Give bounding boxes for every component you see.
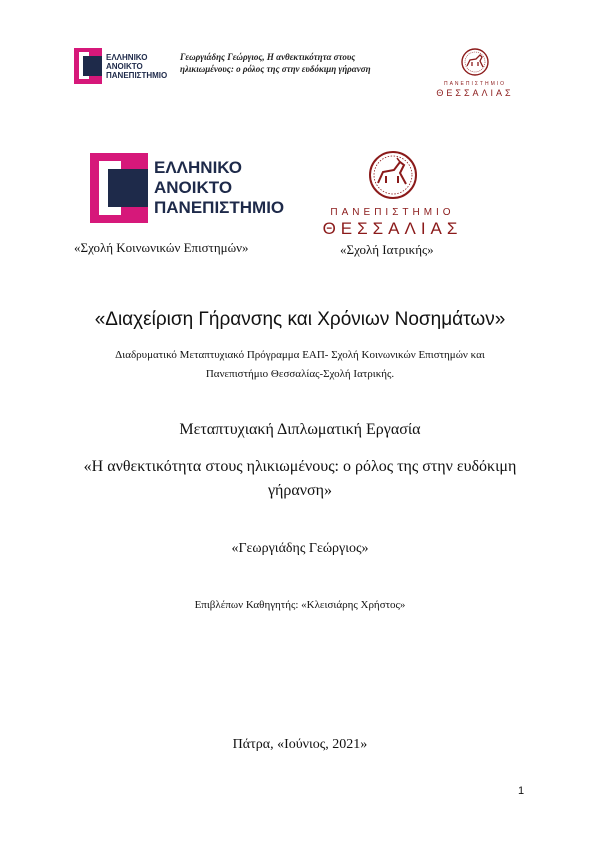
centaur-seal-large-icon xyxy=(362,150,424,200)
header-eap-line-1: ΕΛΛΗΝΙΚΟ xyxy=(106,52,148,62)
program-title: «Διαχείριση Γήρανσης και Χρόνιων Νοσημάτων» xyxy=(94,309,506,330)
eap-line-2: ΑΝΟΙΚΤΟ xyxy=(154,178,233,197)
eap-emblem-icon xyxy=(74,48,102,84)
supervisor: Επιβλέπων Καθηγητής: «Κλεισιάρης Χρήστος» xyxy=(194,599,406,611)
thesis-title-line-1: «Η ανθεκτικότητα στους ηλικιωμένους: ο ρόλος της στην ευδόκιμη xyxy=(83,458,517,475)
thesis-title-line-2: γήρανση» xyxy=(267,482,333,499)
author: «Γεωργιάδης Γεώργιος» xyxy=(231,541,369,556)
eap-line-1: ΕΛΛΗΝΙΚΟ xyxy=(154,158,243,177)
header-eap-logo xyxy=(74,48,167,84)
thesis-type: Μεταπτυχιακή Διπλωματική Εργασία xyxy=(179,421,421,438)
running-title-line-2: ηλικιωμένους: ο ρόλος της στην ευδόκιμη γήρανση xyxy=(180,64,371,74)
uth-line-2: ΘΕΣΣΑΛΙΑΣ xyxy=(322,219,463,238)
page-number: 1 xyxy=(518,785,525,797)
centaur-seal-icon xyxy=(458,48,492,76)
program-line-1: Διαδρυματικό Μεταπτυχιακό Πρόγραμμα ΕΑΠ- Σχολή Κοινωνικών Επιστημών και xyxy=(115,349,485,361)
program-line-2: Πανεπιστήμιο Θεσσαλίας-Σχολή Ιατρικής. xyxy=(205,368,395,380)
school-left: «Σχολή Κοινωνικών Επιστημών» xyxy=(74,240,249,255)
uth-logo xyxy=(310,150,475,239)
uth-line-1: ΠΑΝΕΠΙΣΤΗΜΙΟ xyxy=(330,207,455,218)
eap-line-3: ΠΑΝΕΠΙΣΤΗΜΙΟ xyxy=(154,198,285,217)
header-uth-logo xyxy=(420,48,530,98)
school-right: «Σχολή Ιατρικής» xyxy=(340,242,434,257)
header-eap-line-2: ΑΝΟΙΚΤΟ xyxy=(106,61,143,71)
header-eap-line-3: ΠΑΝΕΠΙΣΤΗΜΙΟ xyxy=(106,70,168,80)
running-title xyxy=(180,51,371,75)
running-title-line-1: Γεωργιάδης Γεώργιος, Η ανθεκτικότητα στους xyxy=(180,52,356,62)
header-uth-line-1: ΠΑΝΕΠΙΣΤΗΜΙΟ xyxy=(443,81,507,87)
header-uth-line-2: ΘΕΣΣΑΛΙΑΣ xyxy=(436,88,514,98)
place-date: Πάτρα, «Ιούνιος, 2021» xyxy=(232,737,368,752)
eap-large-emblem-icon xyxy=(90,153,148,223)
eap-logo xyxy=(90,153,284,223)
